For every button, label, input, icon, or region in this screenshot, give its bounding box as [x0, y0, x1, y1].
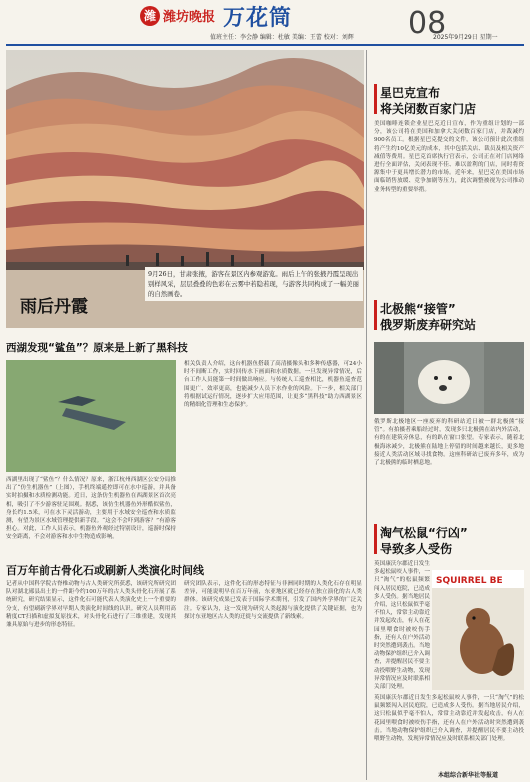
starbucks-title-line2: 将关闭数百家门店: [380, 102, 477, 116]
shark-article-title: 西湖发现“鲨鱼”？原来是上新了黑科技: [6, 342, 188, 354]
column-divider: [366, 50, 367, 780]
squirrel-body-top: 英国康沃尔郡近日发生多起松鼠咬人事件，一只“淘气”的松鼠频繁闯入居民庭院，已造成多人受伤。据当地居民介绍，这只松鼠似乎毫不怕人，常常主动靠近并发起攻击，有人在花园里喂食时被咬伤手指，还有人在户外活动时突然遭到袭击。当地动物保护组织已介入调查，并提醒居民不要主动投喂野生动物，发现异常情况应及时联系相关部门处理。: [374, 561, 430, 691]
masthead-rule: [6, 44, 524, 46]
fossil-article-title: 百万年前古骨化石或刷新人类演化时间线: [6, 564, 204, 577]
polar-bear-photo: [374, 342, 524, 414]
bear-title-line1: 北极熊“接管”: [380, 302, 456, 316]
hero-caption: 9月26日，甘肃张掖，游客在景区内参观游览。雨后上午的张掖丹霞呈现出别样风采，层层叠叠的色彩在云雾中若隐若现，与游客共同构成了一幅美丽的自然画卷。: [145, 267, 363, 301]
starbucks-body: 美国咖啡连锁企业星巴克近日宣布，作为重组计划的一部分，该公司将在美国和加拿大关闭数百家门店，并裁减约900名员工。根据星巴克提交的文件，该公司预计此次重组将产生约10亿美元的成本，其中包括关店、裁员及相关资产减值等费用。星巴克首席执行官表示，公司正在对门店网络进行全面评估，关闭表现不佳、难以盈利的门店，同时将资源集中于更具增长潜力的市场。近年来，星巴克在美国市场面临销售放缓、竞争加剧等压力，此次调整被视为公司推动业务转型的重要举措。: [374, 121, 524, 193]
squirrel-title-line1: 淘气松鼠“行凶”: [380, 526, 468, 540]
squirrel-image: [432, 570, 524, 690]
bear-title-line2: 俄罗斯废弃研究站: [380, 318, 477, 332]
hero-title: 雨后丹霞: [20, 297, 88, 317]
shark-article-body-right: 相关负责人介绍，这台机器鱼搭载了高清摄像头和多种传感器，可24小时不间断工作，实时回传水下画面和水质数据。一旦发现异常情况，后台工作人员能第一时间做出响应。与传统人工巡查相比，机器鱼巡查范围更广、效率更高，也能减少人员下水作业的风险。下一步，相关部门将根据试运行情况，逐步扩大应用范围，让更多“黑科技”助力西湖景区的精细化管理和生态保护。: [184, 361, 362, 409]
page-number: 08: [408, 6, 447, 41]
bear-body: 俄罗斯北极地区一座废弃的科研站近日被一群北极熊“接管”。有拍摄者乘船经过时，发现多只北极熊在站内外活动，有的在建筑旁休息，有的趴在窗口张望。专家表示，随着北极海冰减少，北极熊在陆地上停留的时间越来越长，更多地接近人类活动区域寻找食物。这座科研站已废弃多年，成为了北极熊的临时栖息地。: [374, 419, 524, 467]
fossil-article-body-right: 研究团队表示，这件化石的形态特征与非洲同时期的人类化石存在明显差异，可能说明早在百万年前，东亚地区就已经存在独立演化的古人类群体。该研究成果已发表于国际学术期刊，引发了国内外学界的广泛关注。专家认为，这一发现为研究人类起源与演化提供了关键证据，也为探讨东亚地区古人类的迁徙与交流提供了新线索。: [184, 581, 362, 620]
bear-title-accent: [374, 300, 377, 330]
squirrel-photo: [432, 570, 524, 690]
squirrel-body-bottom: 英国康沃尔郡近日发生多起松鼠咬人事件，一只“淘气”的松鼠频繁闯入居民庭院，已造成多人受伤。据当地居民介绍，这只松鼠似乎毫不怕人，常常主动靠近并发起攻击，有人在花园里喂食时被咬伤手指，还有人在户外活动时突然遭到袭击。当地动物保护组织已介入调查，并提醒居民不要主动投喂野生动物，发现异常情况应及时联系相关部门处理。: [374, 695, 524, 743]
source-note: 本组综合新华社等报道: [438, 772, 499, 779]
starbucks-title-accent: [374, 84, 377, 114]
section-name: 万花筒: [223, 5, 293, 31]
paper-name: 潍坊晚报: [163, 10, 216, 25]
shark-robot-photo: [6, 360, 176, 472]
squirrel-title-accent: [374, 524, 377, 554]
newspaper-logo-icon: 潍: [140, 6, 160, 26]
squirrel-title-line2: 导致多人受伤: [380, 542, 453, 556]
staff-credits: 值班主任：李会静 编辑：杜敏 美编：王蕾 校对：刘辉: [210, 34, 354, 41]
shark-article-body-left: 西湖里出现了“鲨鱼”？什么情况？原来，浙江杭州西湖区公安分局推出了“仿生机器鱼”（上图），手机终端遥控即可在水中巡游，并具备实时拍摄和水质检测功能。近日，这条仿生机器鱼在西湖景区首次亮相，吸引了不少游客驻足围观。据悉，该仿生机器鱼外形酷似鲨鱼，身长约1.5米，可在水下灵活游动，主要用于水域安全巡查和水质监测，有望为景区水域管理提供新手段。“这会不会吓到游客？”有游客担心。对此，工作人员表示，机器鱼外观经过特别设计，巡游时保持安全距离，不会对游客和水中生物造成影响。: [6, 477, 176, 541]
starbucks-title-line1: 星巴克宣布: [380, 86, 441, 100]
fossil-article-body-left: 记者从中国科学院古脊椎动物与古人类研究所获悉，该研究所研究团队对湖北郧县出土的一件距今约100万年的古人类头骨化石开展了系统研究，研究结果显示，这件化石可能代表人类演化史上一个重要的分支，有望刷新学界对早期人类演化时间线的认识。研究人员利用高精度CT扫描和虚拟复原技术，对头骨化石进行了三维重建，发现其兼具原始与进步的形态特征。: [6, 581, 176, 629]
issue-date: 2025年9月29日 星期一: [433, 34, 498, 41]
squirrel-sign-text: SQUIRREL BE: [436, 576, 503, 586]
masthead: [0, 0, 530, 48]
robot-fish-image: [6, 360, 176, 472]
polar-bear-image: [374, 342, 524, 414]
